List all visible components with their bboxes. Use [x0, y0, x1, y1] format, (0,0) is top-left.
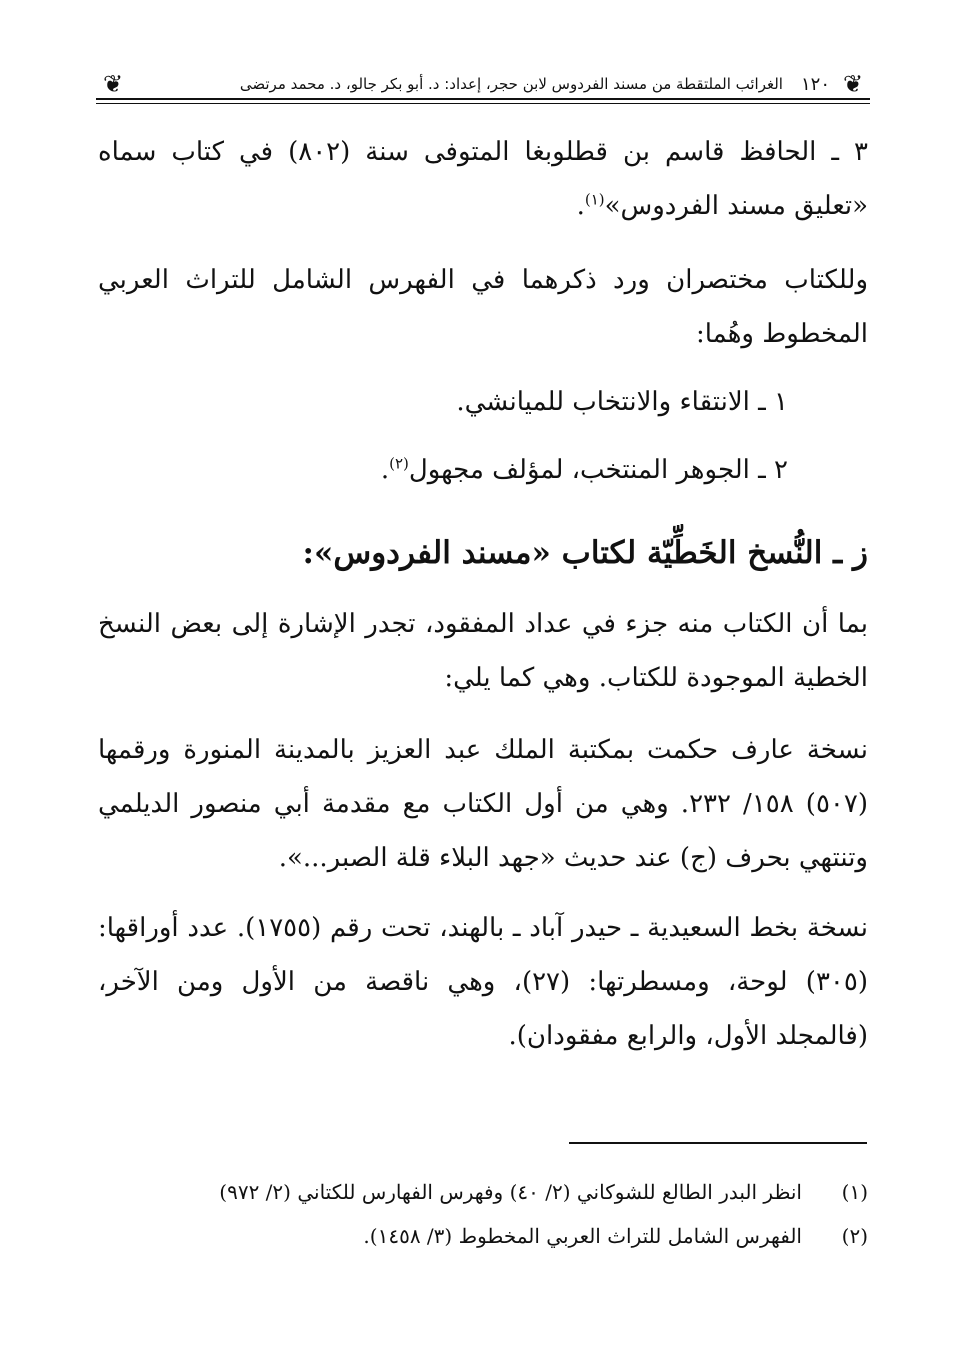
footnote-ref-2[interactable]: (٢)	[389, 454, 409, 473]
header-rule	[96, 98, 870, 100]
header-rule-thin	[96, 103, 870, 104]
footnote-1	[98, 1170, 868, 1214]
paragraph-saeediya: نسخة بخط السعيدية ـ حيدر آباد ـ بالهند، تحت رقم (١٧٥٥). عدد أوراقها: (٣٠٥) لوحة، ومسطرتها: (٢٧)، وهي ناقصة من الأول ومن الآخر، (فالمجلد الأول، والرابع مفقودان).	[98, 913, 868, 1051]
footnote-text: انظر البدر الطالع للشوكاني (٢/ ٤٠) وفهرس الفهارس للكتاني (٢/ ٩٧٢)	[219, 1180, 802, 1204]
section-heading: ز ـ النُّسخ الخَطِّيّة لكتاب «مسند الفردوس»:	[302, 535, 868, 571]
paragraph-abridgements: وللكتاب مختصران ورد ذكرهما في الفهرس الشامل للتراث العربي المخطوط وهُما:	[98, 265, 868, 349]
footnote-2	[98, 1214, 868, 1258]
footnote-number: (٢)	[841, 1224, 868, 1248]
footnotes	[98, 1170, 868, 1258]
header-text	[130, 74, 836, 95]
footnote-number: (١)	[841, 1180, 868, 1204]
footnote-ref-1[interactable]: (١)	[584, 190, 605, 209]
paragraph-intro: بما أن الكتاب منه جزء في عداد المفقود، تجدر الإشارة إلى بعض النسخ الخطية الموجودة للكتاب. وهي كما يلي:	[98, 609, 868, 693]
list-item-2	[98, 443, 868, 497]
footnote-text: الفهرس الشامل للتراث العربي المخطوط (٣/ ١٤٥٨).	[363, 1224, 802, 1248]
page-number: ١٢٠	[800, 73, 830, 95]
ornament-right-icon: ❦	[842, 70, 864, 98]
footnote-separator	[569, 1142, 867, 1144]
list-item-end: .	[380, 455, 390, 485]
ornament-left-icon: ❦	[102, 70, 124, 98]
paragraph-text: ٣ ـ الحافظ قاسم بن قطلوبغا المتوفى سنة (٨٠٢) في كتاب سماه «تعليق مسند الفردوس»	[98, 137, 868, 221]
list-item-1: ١ ـ الانتقاء والانتخاب للميانشي.	[456, 387, 788, 417]
main-text	[98, 125, 868, 1063]
paragraph-qasim	[98, 125, 868, 233]
paragraph-aref-hikmat: نسخة عارف حكمت بمكتبة الملك عبد العزيز بالمدينة المنورة ورقمها (٥٠٧) ١٥٨/ ٢٣٢. وهي من أول الكتاب مع مقدمة أبي منصور الديلمي وتنتهي بحرف (ج) عند حديث «جهد البلاء قلة الصبر...».	[98, 735, 868, 873]
paragraph-end: .	[576, 191, 585, 221]
running-header	[96, 62, 870, 106]
list-item-text: ٢ ـ الجوهر المنتخب، لمؤلف مجهول	[408, 455, 788, 485]
running-title: الغرائب الملتقطة من مسند الفردوس لابن حجر، إعداد: د. أبو بكر جالو، د. محمد مرتضى	[239, 75, 783, 93]
